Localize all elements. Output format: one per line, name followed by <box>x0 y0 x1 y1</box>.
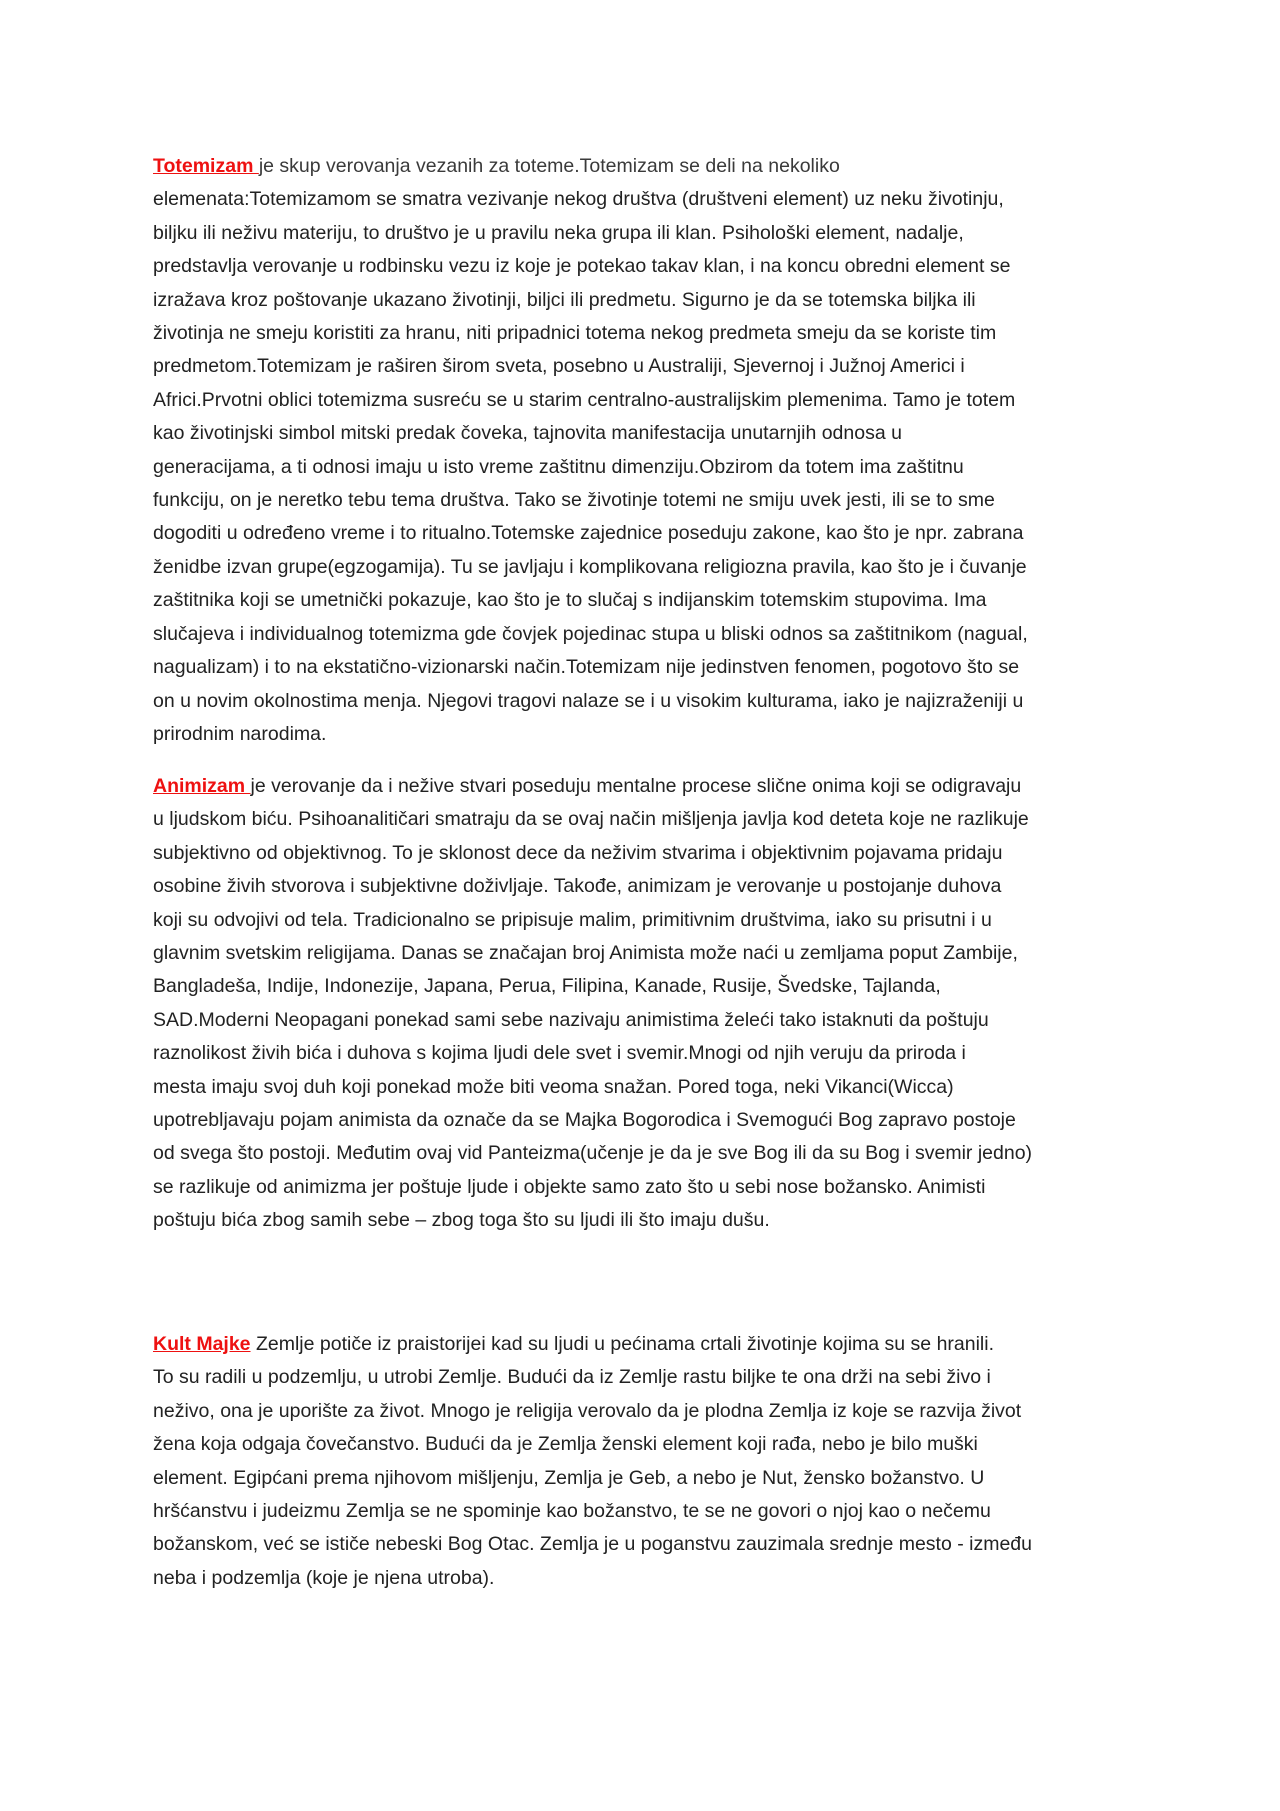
text-line: je verovanje da i nežive stvari poseduju mentalne procese slične onima koji se odigravaju <box>250 775 1022 797</box>
text-line: predmetom.Totemizam je raširen širom sveta, posebno u Australiji, Sjevernoj i Južnoj Americi i <box>153 355 965 378</box>
text-line: u ljudskom biću. Psihoanalitičari smatraju da se ovaj način mišljenja javlja kod deteta koje ne razlikuje <box>153 808 1029 831</box>
text-line: To su radili u podzemlju, u utrobi Zemlje. Budući da iz Zemlje rastu biljke te ona drži na sebi živo i <box>153 1366 991 1389</box>
text-line: žena koja odgaja čovečanstvo. Budući da je Zemlja ženski element koji rađa, nebo je bilo muški <box>153 1433 978 1456</box>
text-line: upotrebljavaju pojam animista da označe da se Majka Bogorodica i Svemogući Bog zapravo postoje <box>153 1109 1016 1132</box>
text-line: se razlikuje od animizma jer poštuje ljude i objekte samo zato što u sebi nose božansko. Animisti <box>153 1175 986 1198</box>
text-line: mesta imaju svoj duh koji ponekad može biti veoma snažan. Pored toga, neki Vikanci(Wicca) <box>153 1075 954 1098</box>
text-line: subjektivno od objektivnog. To je sklonost dece da neživim stvarima i objektivnim pojavama pridaju <box>153 841 1003 864</box>
text-line: izražava kroz poštovanje ukazano životinji, biljci ili predmetu. Sigurno je da se totemska biljka ili <box>153 288 976 311</box>
text-line: osobine živih stvorova i subjektivne doživljaje. Takođe, animizam je verovanje u postojanje duhova <box>153 875 1002 898</box>
paragraph-animizam <box>153 770 1143 1238</box>
text-line: glavnim svetskim religijama. Danas se značajan broj Animista može naći u zemljama poput Zambije, <box>153 942 1018 965</box>
text-line: slučajeva i individualnog totemizma gde čovjek pojedinac stupa u bliski odnos sa zaštitnikom (nagual, <box>153 622 1028 645</box>
text-line: Africi.Prvotni oblici totemizma susreću se u starim centralno-australijskim plemenima. Tamo je totem <box>153 388 1016 411</box>
text-line: dogoditi u određeno vreme i to ritualno.Totemske zajednice poseduju zakone, kao što je npr. zabrana <box>153 522 1024 545</box>
paragraph-totemizam <box>153 150 1143 751</box>
text-line: božanskom, već se ističe nebeski Bog Otac. Zemlja je u poganstvu zauzimala srednje mesto - između <box>153 1533 1032 1556</box>
text-line: Bangladeša, Indije, Indonezije, Japana, Perua, Filipina, Kanade, Rusije, Švedske, Tajlanda, <box>153 975 941 998</box>
text-line: raznolikost živih bića i duhova s kojima ljudi dele svet i svemir.Mnogi od njih veruju da priroda i <box>153 1042 966 1065</box>
text-line: elemenata:Totemizamom se smatra vezivanje nekog društva (društveni element) uz neku životinju, <box>153 188 1004 211</box>
text-line: neba i podzemlja (koje je njena utroba). <box>153 1566 495 1589</box>
text-line: biljku ili neživu materiju, to društvo je u pravilu neka grupa ili klan. Psihološki element, nadalje, <box>153 221 964 244</box>
text-line: poštuju bića zbog samih sebe – zbog toga što su ljudi ili što imaju dušu. <box>153 1209 770 1232</box>
text-line: hršćanstvu i judeizmu Zemlja se ne spominje kao božanstvo, te se ne govori o njoj kao o nečemu <box>153 1500 991 1523</box>
text-line: Zemlje potiče iz praistorijei kad su ljudi u pećinama crtali životinje kojima su se hranili. <box>250 1333 995 1355</box>
text-line: zaštitnika koji se umetnički pokazuje, kao što je to slučaj s indijanskim totemskim stupovima. Ima <box>153 589 987 612</box>
term-animizam: Animizam <box>153 775 251 797</box>
text-line: nagualizam) i to na ekstatično-vizionarski način.Totemizam nije jedinstven fenomen, pogotovo što se <box>153 656 1020 679</box>
text-line: element. Egipćani prema njihovom mišljenju, Zemlja je Geb, a nebo je Nut, žensko božanstvo. U <box>153 1466 985 1489</box>
text-line: životinja ne smeju koristiti za hranu, niti pripadnici totema nekog predmeta smeju da se koriste tim <box>153 322 997 345</box>
text-line: predstavlja verovanje u rodbinsku vezu iz koje je potekao takav klan, i na koncu obredni element se <box>153 255 1011 278</box>
text-line: SAD.Moderni Neopagani ponekad sami sebe nazivaju animistima želeći tako istaknuti da poštuju <box>153 1008 989 1031</box>
text-line: prirodnim narodima. <box>153 722 327 745</box>
term-kult-majke: Kult Majke <box>153 1333 251 1355</box>
text-line: funkciju, on je neretko tebu tema društva. Tako se životinje totemi ne smiju uvek jesti, ili se to sme <box>153 489 995 512</box>
text-line: neživo, ona je uporište za život. Mnogo je religija verovalo da je plodna Zemlja iz koje se razvija život <box>153 1399 1022 1422</box>
text-line: koji su odvojivi od tela. Tradicionalno se pripisuje malim, primitivnim društvima, iako su prisutni i u <box>153 908 992 931</box>
text-line: je skup verovanja vezanih za toteme.Totemizam se deli na nekoliko <box>258 155 840 177</box>
text-line: kao životinjski simbol mitski predak čoveka, tajnovita manifestacija unutarnjih odnosa u <box>153 422 902 445</box>
text-line: ženidbe izvan grupe(egzogamija). Tu se javljaju i komplikovana religiozna pravila, kao što je i čuvanje <box>153 555 1027 578</box>
paragraph-kult-majke <box>153 1328 1143 1595</box>
text-line: generacijama, a ti odnosi imaju u isto vreme zaštitnu dimenziju.Obzirom da totem ima zaštitnu <box>153 455 964 478</box>
text-line: od svega što postoji. Međutim ovaj vid Panteizma(učenje je da je sve Bog ili da su Bog i svemir jedno) <box>153 1142 1033 1165</box>
term-totemizam: Totemizam <box>153 155 259 177</box>
text-line: on u novim okolnostima menja. Njegovi tragovi nalaze se i u visokim kulturama, iako je najizraženiji u <box>153 689 1024 712</box>
